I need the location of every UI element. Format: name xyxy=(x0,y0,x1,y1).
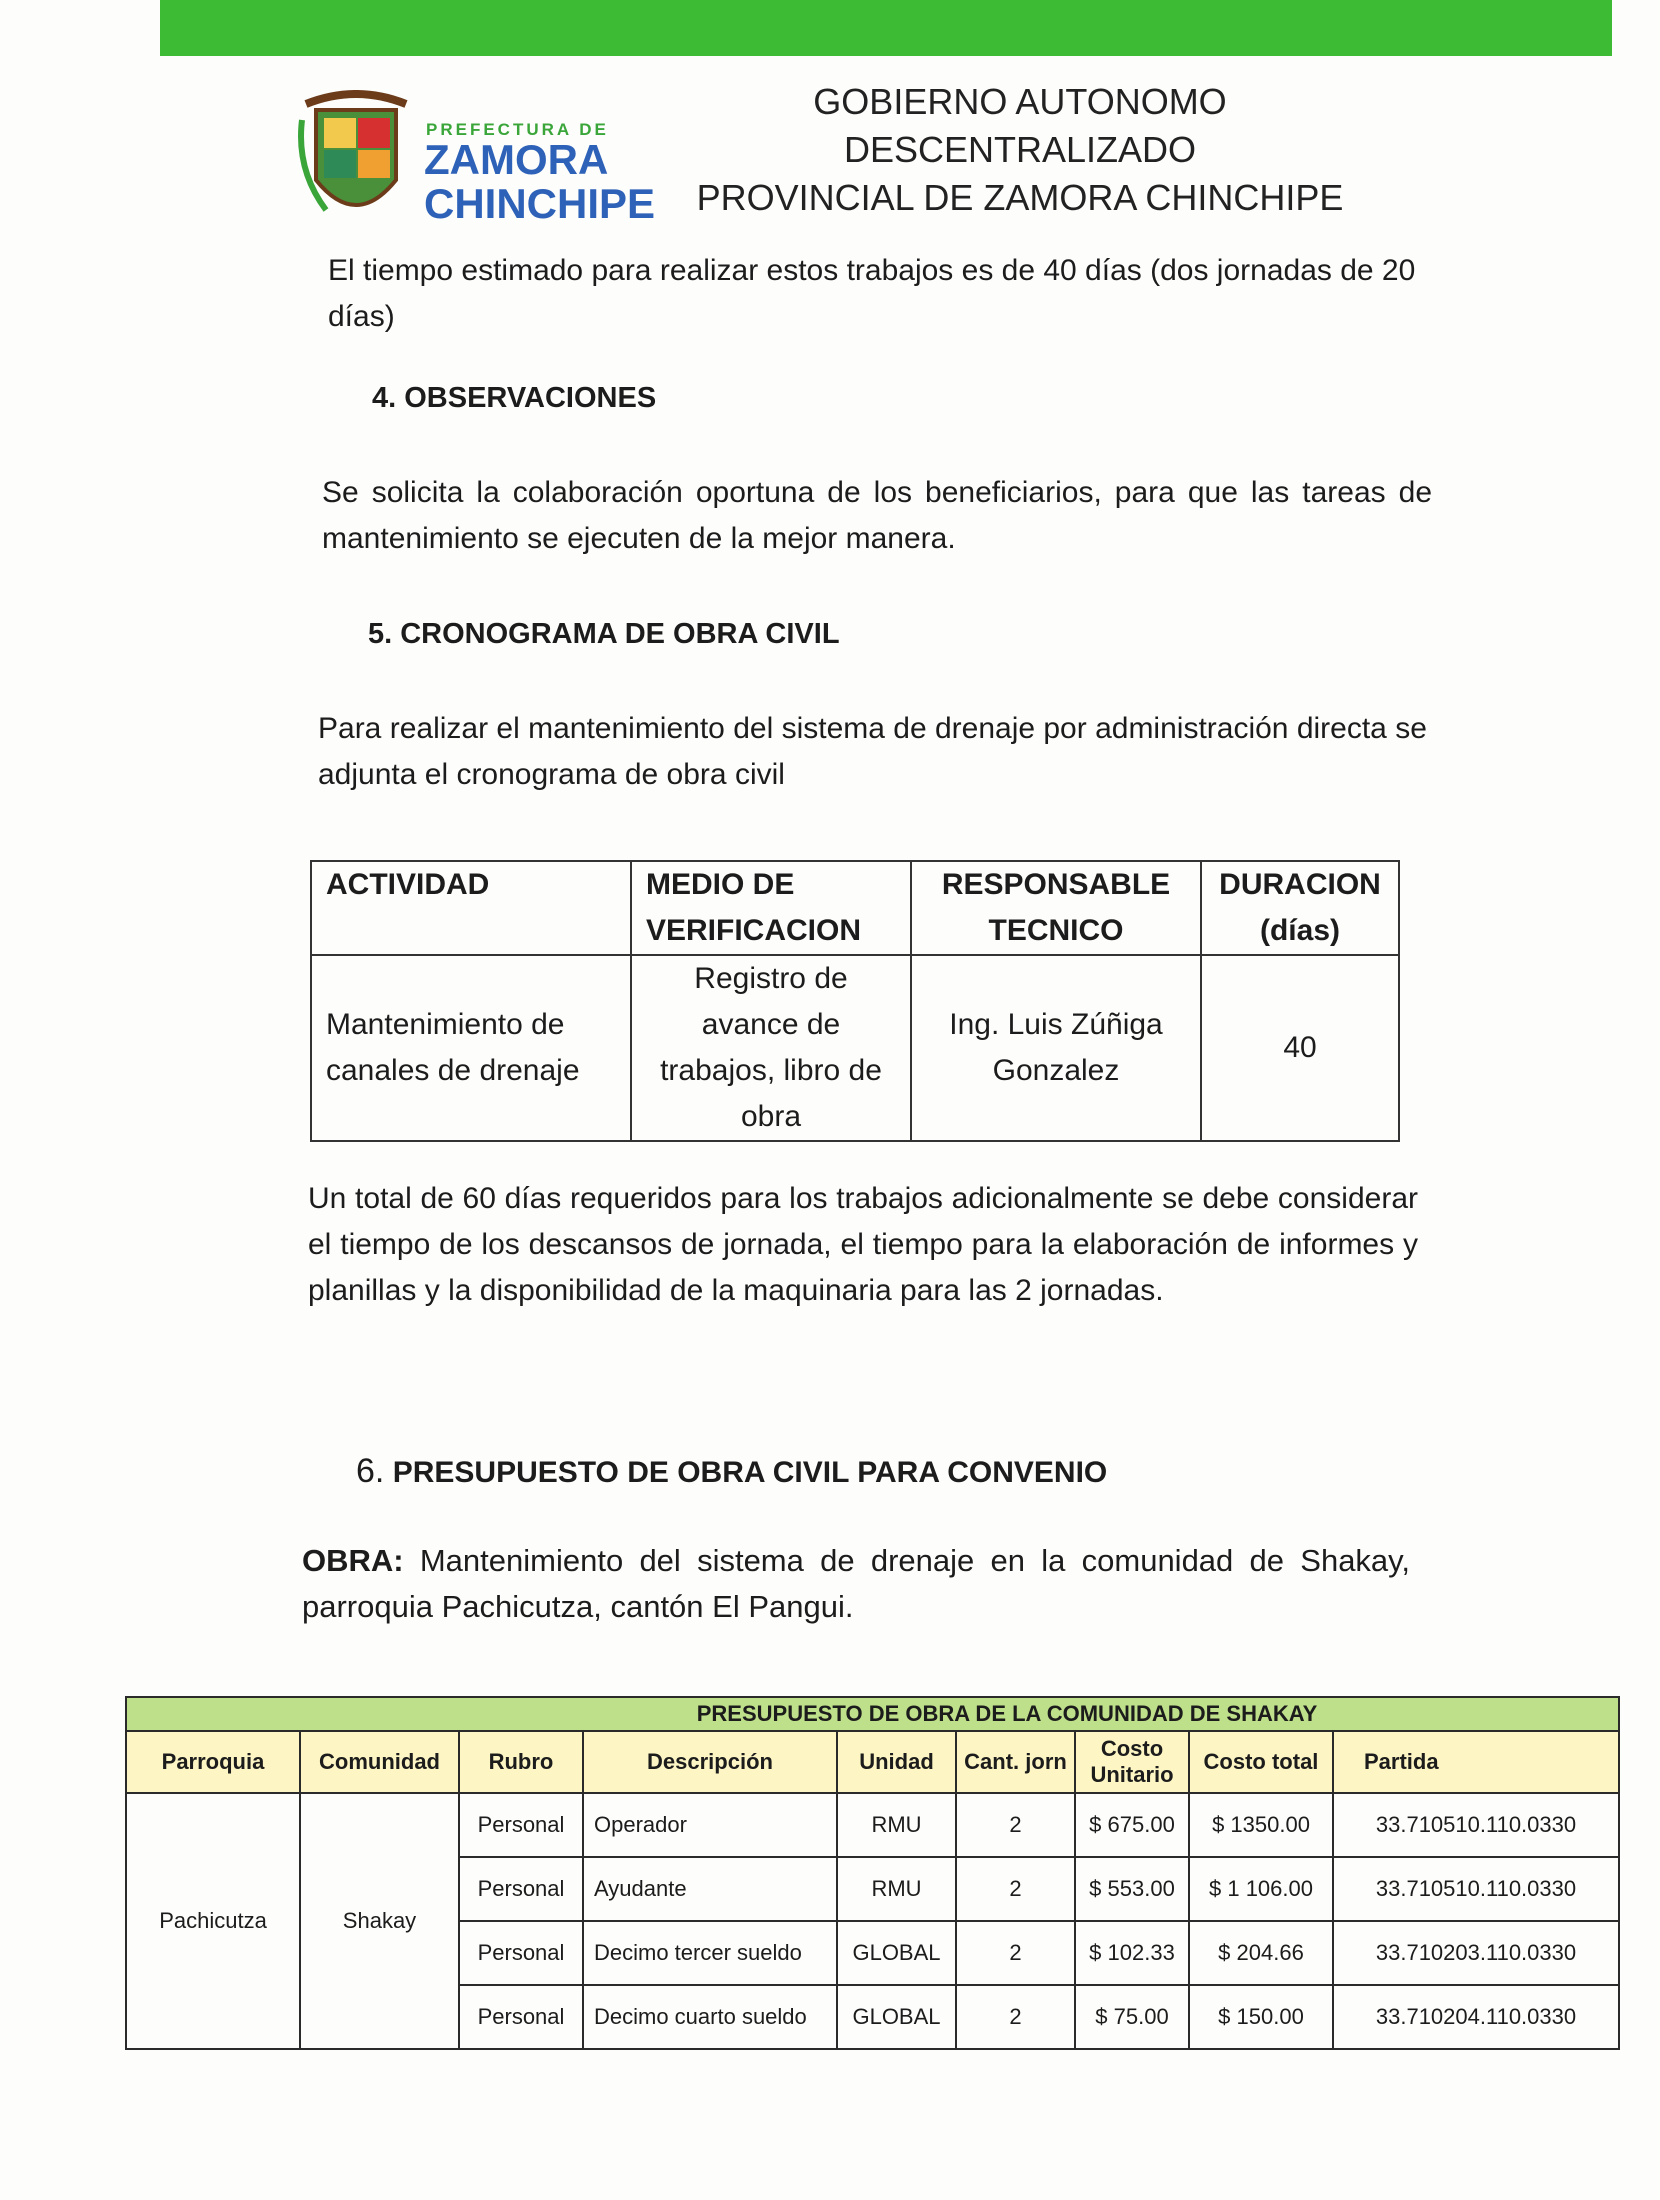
budget-col-header: Parroquia xyxy=(126,1731,300,1793)
schedule-cell-medio: Registro de avance de trabajos, libro de obra xyxy=(631,955,911,1141)
section4-text: Se solicita la colaboración oportuna de los beneficiarios, para que las tareas de mantenimiento se ejecuten de la mejor manera. xyxy=(322,476,1432,555)
header-title-line2: PROVINCIAL DE ZAMORA CHINCHIPE xyxy=(696,177,1344,218)
budget-title: PRESUPUESTO DE OBRA DE LA COMUNIDAD DE SHAKAY xyxy=(126,1697,1619,1731)
budget-row xyxy=(126,1793,1619,1857)
budget-cell-partida: 33.710203.110.0330 xyxy=(1333,1921,1619,1985)
budget-cell-cant: 2 xyxy=(956,1793,1075,1857)
budget-col-header: Costo Unitario xyxy=(1075,1731,1189,1793)
budget-cell-rubro: Personal xyxy=(459,1985,583,2049)
schedule-table xyxy=(310,860,1400,1142)
intro-paragraph: El tiempo estimado para realizar estos trabajos es de 40 días (dos jornadas de 20 días) xyxy=(328,254,1416,333)
page-header-title xyxy=(640,78,1400,222)
section6-heading-number: 6. xyxy=(356,1452,385,1490)
budget-cell-rubro: Personal xyxy=(459,1793,583,1857)
budget-cell-total: $ 150.00 xyxy=(1189,1985,1333,2049)
schedule-header-cell: MEDIO DE VERIFICACION xyxy=(631,861,911,955)
header-green-bar xyxy=(160,0,1612,56)
budget-cell-descripcion: Ayudante xyxy=(583,1857,837,1921)
schedule-header-cell: RESPONSABLE TECNICO xyxy=(911,861,1201,955)
budget-cell-unitario: $ 675.00 xyxy=(1075,1793,1189,1857)
schedule-header-cell: DURACION (días) xyxy=(1201,861,1399,955)
budget-cell-unidad: GLOBAL xyxy=(837,1985,956,2049)
budget-cell-partida: 33.710510.110.0330 xyxy=(1333,1857,1619,1921)
budget-cell-total: $ 1 106.00 xyxy=(1189,1857,1333,1921)
budget-header-row xyxy=(126,1731,1619,1793)
budget-cell-unitario: $ 75.00 xyxy=(1075,1985,1189,2049)
budget-cell-descripcion: Decimo cuarto sueldo xyxy=(583,1985,837,2049)
budget-col-header: Partida xyxy=(1333,1731,1619,1793)
budget-cell-unitario: $ 553.00 xyxy=(1075,1857,1189,1921)
section5-note: Un total de 60 días requeridos para los trabajos adicionalmente se debe considerar el tiempo de los descansos de jornada, el tiempo para la elaboración de informes y planillas y la disponibilidad de la maquinaria para las 2 jornadas. xyxy=(308,1182,1418,1307)
prefectura-logo xyxy=(296,90,656,240)
budget-col-header: Comunidad xyxy=(300,1731,459,1793)
section6-heading xyxy=(356,1452,1107,1491)
budget-cell-descripcion: Decimo tercer sueldo xyxy=(583,1921,837,1985)
budget-table xyxy=(125,1696,1620,2050)
budget-cell-partida: 33.710204.110.0330 xyxy=(1333,1985,1619,2049)
header-title-line1: GOBIERNO AUTONOMO DESCENTRALIZADO xyxy=(813,81,1227,170)
budget-col-header: Cant. jorn xyxy=(956,1731,1075,1793)
logo-line3: CHINCHIPE xyxy=(424,180,656,227)
budget-cell-cant: 2 xyxy=(956,1921,1075,1985)
budget-cell-total: $ 204.66 xyxy=(1189,1921,1333,1985)
budget-cell-unidad: RMU xyxy=(837,1793,956,1857)
budget-title-row xyxy=(126,1697,1619,1731)
budget-cell-cant: 2 xyxy=(956,1857,1075,1921)
section4-heading: 4. OBSERVACIONES xyxy=(372,382,657,414)
section6-obra xyxy=(302,1538,1410,1630)
logo-line2: ZAMORA xyxy=(424,136,609,183)
section5-heading: 5. CRONOGRAMA DE OBRA CIVIL xyxy=(368,618,840,650)
section6-heading-text: PRESUPUESTO DE OBRA CIVIL PARA CONVENIO xyxy=(392,1456,1108,1489)
schedule-cell-responsable: Ing. Luis Zúñiga Gonzalez xyxy=(911,955,1201,1141)
budget-col-header: Rubro xyxy=(459,1731,583,1793)
budget-cell-rubro: Personal xyxy=(459,1857,583,1921)
budget-col-header: Descripción xyxy=(583,1731,837,1793)
budget-cell-descripcion: Operador xyxy=(583,1793,837,1857)
budget-cell-partida: 33.710510.110.0330 xyxy=(1333,1793,1619,1857)
schedule-cell-actividad: Mantenimiento de canales de drenaje xyxy=(311,955,631,1141)
budget-col-header: Costo total xyxy=(1189,1731,1333,1793)
obra-text: Mantenimiento del sistema de drenaje en la comunidad de Shakay, parroquia Pachicutza, cantón El Pangui. xyxy=(302,1543,1410,1624)
budget-cell-rubro: Personal xyxy=(459,1921,583,1985)
budget-cell-parroquia: Pachicutza xyxy=(126,1793,300,2049)
schedule-header-cell: ACTIVIDAD xyxy=(311,861,631,955)
obra-label: OBRA: xyxy=(302,1543,404,1578)
budget-cell-total: $ 1350.00 xyxy=(1189,1793,1333,1857)
budget-cell-unidad: GLOBAL xyxy=(837,1921,956,1985)
budget-cell-cant: 2 xyxy=(956,1985,1075,2049)
budget-cell-unidad: RMU xyxy=(837,1857,956,1921)
section5-text: Para realizar el mantenimiento del sistema de drenaje por administración directa se adjunta el cronograma de obra civil xyxy=(318,712,1427,791)
budget-cell-comunidad: Shakay xyxy=(300,1793,459,2049)
schedule-header-row xyxy=(311,861,1399,955)
coat-of-arms-icon xyxy=(296,90,416,240)
logo-line1: PREFECTURA DE xyxy=(426,120,609,139)
budget-cell-unitario: $ 102.33 xyxy=(1075,1921,1189,1985)
budget-col-header: Unidad xyxy=(837,1731,956,1793)
schedule-data-row xyxy=(311,955,1399,1141)
schedule-cell-duracion: 40 xyxy=(1201,955,1399,1141)
